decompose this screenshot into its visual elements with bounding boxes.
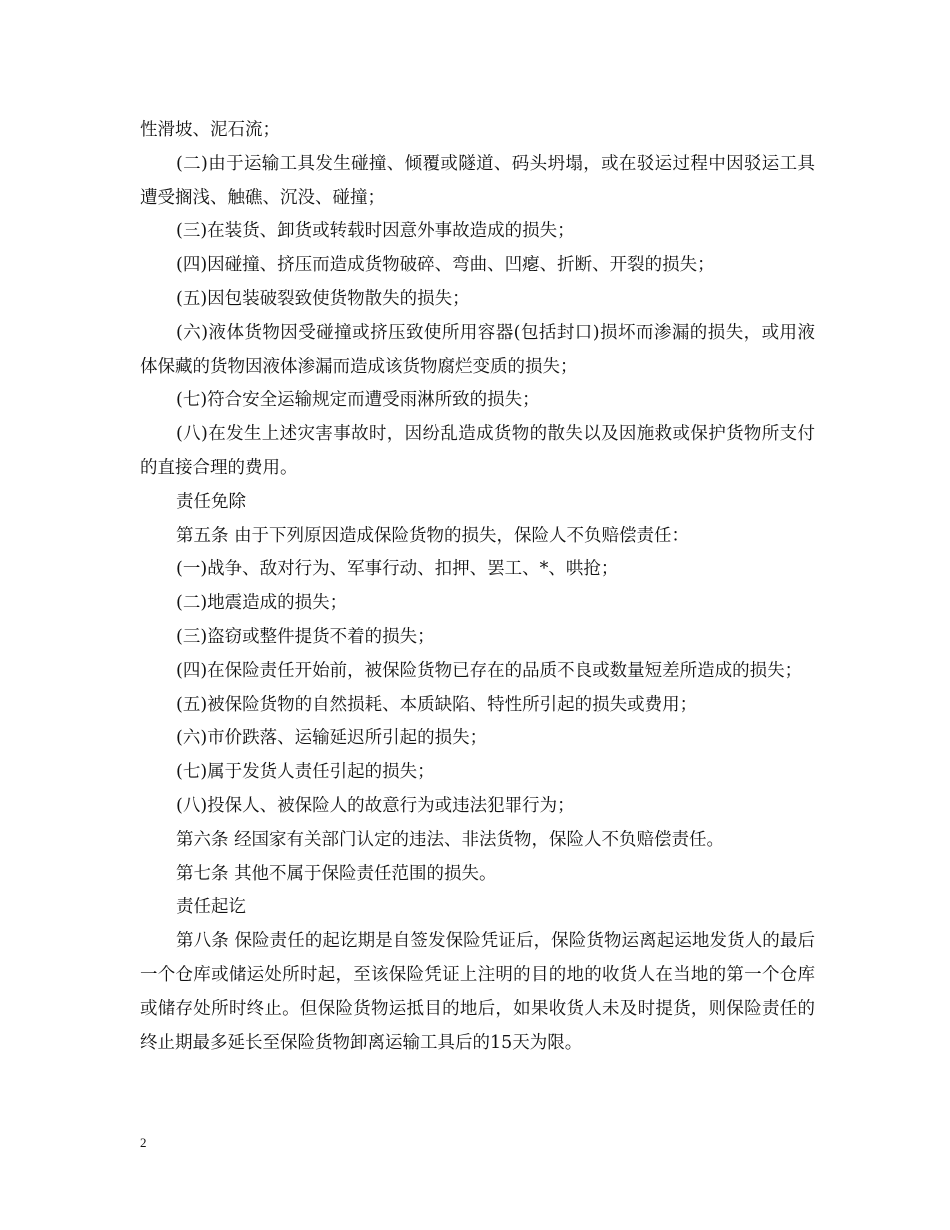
paragraph-11: (一)战争、敌对行为、军事行动、扣押、罢工、*、哄抢； [176, 559, 619, 580]
paragraph-4: (四)因碰撞、挤压而造成货物破碎、弯曲、凹瘪、折断、开裂的损失； [176, 255, 715, 276]
page-number: 2 [140, 1135, 147, 1150]
article-5: 第五条 由于下列原因造成保险货物的损失，保险人不负赔偿责任： [176, 525, 690, 546]
paragraph-8: (八)在发生上述灾害事故时，因纷乱造成货物的散失以及因施救或保护货物所支付的直接合理的费用。 [140, 424, 815, 478]
section-heading-exclusions: 责任免除 [176, 491, 246, 512]
paragraph-7: (七)符合安全运输规定而遭受雨淋所致的损失； [176, 390, 540, 411]
paragraph-13: (三)盗窃或整件提货不着的损失； [176, 626, 435, 647]
paragraph-16: (六)市价跌落、运输延迟所引起的损失； [176, 728, 488, 749]
article-8: 第八条 保险责任的起讫期是自签发保险凭证后，保险货物运离起运地发货人的最后一个仓库或储运处所时起，至该保险凭证上注明的目的地的收货人在当地的第一个仓库或储存处所时终止。但保险货物运抵目的地后，如果收货人未及时提货，则保险责任的终止期最多延长至保险货物卸离运输工具后的15天为限。 [140, 931, 815, 1053]
paragraph-12: (二)地震造成的损失； [176, 593, 348, 614]
article-7: 第七条 其他不属于保险责任范围的损失。 [176, 863, 497, 884]
article-6: 第六条 经国家有关部门认定的违法、非法货物，保险人不负赔偿责任。 [176, 829, 725, 850]
paragraph-2: (二)由于运输工具发生碰撞、倾覆或隧道、码头坍塌，或在驳运过程中因驳运工具遭受搁浅、触礁、沉没、碰撞； [140, 153, 815, 208]
document-body [140, 114, 815, 1060]
paragraph-18: (八)投保人、被保险人的故意行为或违法犯罪行为； [176, 795, 575, 816]
paragraph-3: (三)在装货、卸货或转载时因意外事故造成的损失； [176, 221, 575, 242]
section-heading-duration: 责任起讫 [176, 897, 246, 918]
paragraph-14: (四)在保险责任开始前，被保险货物已存在的品质不良或数量短差所造成的损失； [176, 660, 803, 681]
paragraph-17: (七)属于发货人责任引起的损失； [176, 762, 435, 783]
paragraph-5: (五)因包装破裂致使货物散失的损失； [176, 288, 470, 309]
paragraph-15: (五)被保险货物的自然损耗、本质缺陷、特性所引起的损失或费用； [176, 694, 698, 715]
paragraph-1: 性滑坡、泥石流； [140, 120, 280, 140]
paragraph-6: (六)液体货物因受碰撞或挤压致使所用容器(包括封口)损坏而渗漏的损失，或用液体保藏的货物因液体渗漏而造成该货物腐烂变质的损失； [140, 322, 815, 377]
